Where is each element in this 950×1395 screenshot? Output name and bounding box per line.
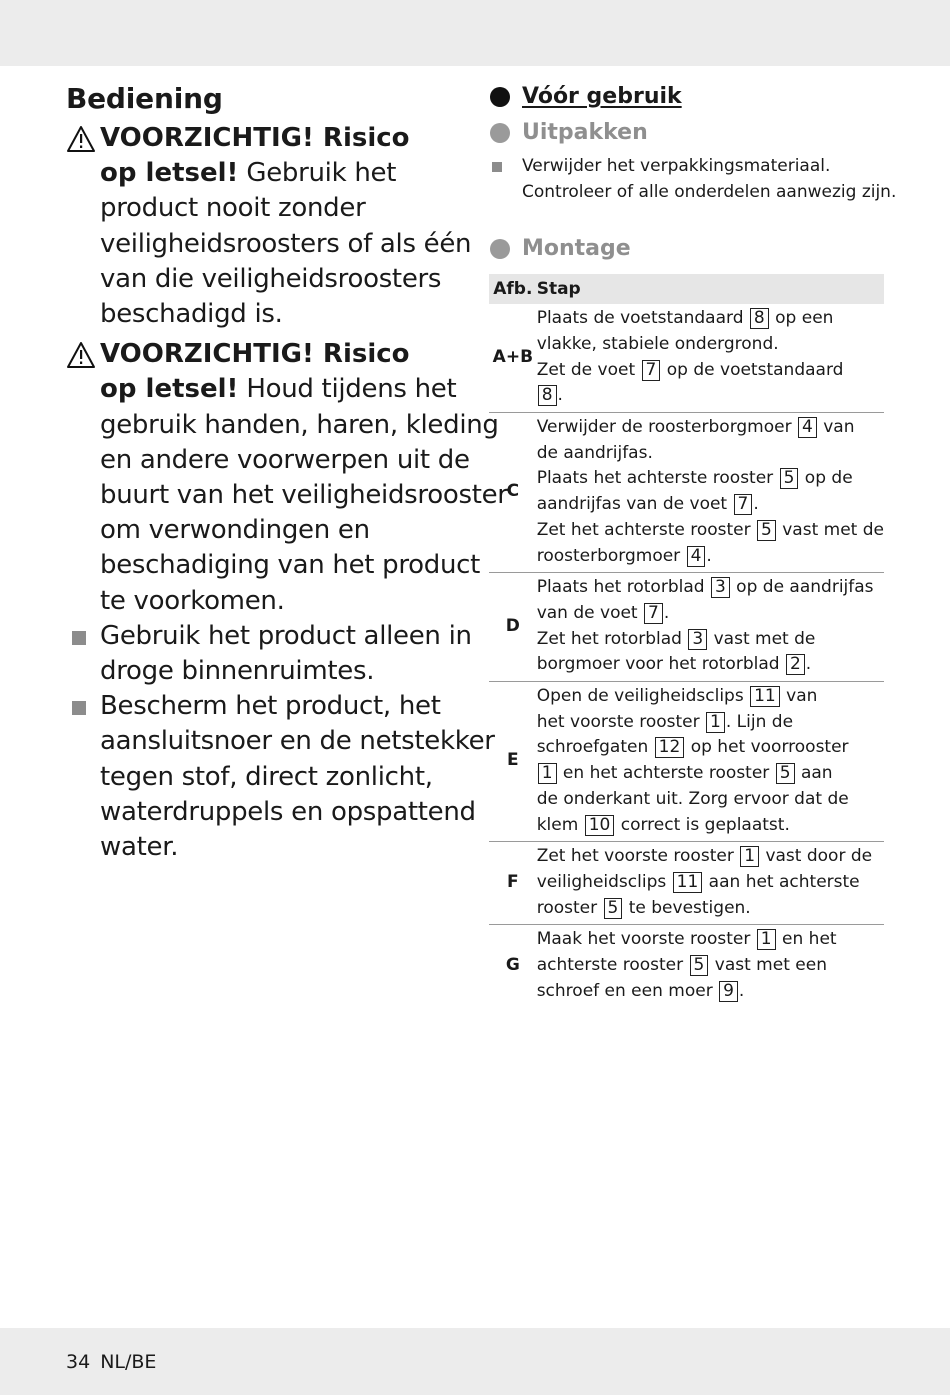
step-line <box>537 627 884 653</box>
warning-text: om verwondingen en <box>100 515 370 546</box>
part-number-box: 4 <box>687 546 706 567</box>
step-line <box>537 306 884 332</box>
warning-text: Gebruik het <box>238 158 397 189</box>
table-row <box>489 925 884 1008</box>
part-number-box: 4 <box>798 417 817 438</box>
part-number-box: 11 <box>673 872 703 893</box>
left-column <box>66 82 508 865</box>
step-text-cell <box>537 842 884 925</box>
step-text: aandrijfas van de voet <box>536 494 733 515</box>
locale-label: NL/BE <box>100 1351 157 1373</box>
part-number-box: 1 <box>740 846 759 867</box>
step-text: schroefgaten <box>536 737 654 758</box>
figure-ref-cell: D <box>489 573 537 682</box>
list-item <box>489 154 897 205</box>
step-text: Zet het achterste rooster <box>536 519 757 540</box>
warning-triangle-icon <box>66 341 96 369</box>
warning-text: te voorkomen. <box>100 585 285 616</box>
step-text: . <box>557 385 563 406</box>
step-text: veiligheidsclips <box>536 871 672 892</box>
step-text: . <box>738 980 745 1001</box>
warning-text: Houd tijdens het <box>238 374 457 405</box>
step-line <box>537 979 884 1005</box>
part-number-box: 8 <box>538 385 557 406</box>
part-number-box: 5 <box>776 763 795 784</box>
step-text-cell <box>537 413 884 573</box>
step-line <box>537 684 884 710</box>
step-text: vast met de <box>776 519 884 540</box>
step-text: Maak het voorste rooster <box>536 929 756 950</box>
step-line <box>537 575 884 601</box>
step-text: . <box>663 602 670 623</box>
step-text-cell <box>537 925 884 1008</box>
step-line <box>537 332 884 358</box>
part-number-box: 5 <box>757 520 776 541</box>
list-item-text: Gebruik het product alleen in <box>100 620 472 651</box>
step-line <box>537 927 884 953</box>
step-text: Zet het voorste rooster <box>536 846 740 867</box>
step-line <box>537 844 884 870</box>
step-text: op het voorrooster <box>685 737 849 758</box>
part-number-box: 1 <box>538 763 557 784</box>
filled-circle-icon <box>490 87 510 107</box>
step-text: borgmoer voor het rotorblad <box>536 654 785 675</box>
figure-ref-cell: F <box>489 842 537 925</box>
list-item-text: aansluitsnoer en de netstekker <box>100 726 495 757</box>
step-text: vast met de <box>708 628 816 649</box>
part-number-box: 2 <box>786 654 805 675</box>
step-text: achterste rooster <box>536 955 689 976</box>
warning-2 <box>66 337 508 619</box>
step-text: Plaats het achterste rooster <box>536 468 779 489</box>
table-row <box>489 573 884 682</box>
step-text: aan het achterste <box>703 871 860 892</box>
step-text: Open de veiligheidsclips <box>536 686 750 707</box>
table-row <box>489 304 884 412</box>
subsection-heading-uitpakken: Uitpakken <box>489 118 884 148</box>
warning-text: gebruik handen, haren, kleding <box>100 409 499 440</box>
step-text: en het <box>776 929 837 950</box>
list-item <box>66 689 495 865</box>
step-line <box>537 813 884 839</box>
step-text: Plaats het rotorblad <box>536 577 710 598</box>
part-number-box: 8 <box>750 308 769 329</box>
step-text: de onderkant uit. Zorg ervoor dat de <box>536 788 849 809</box>
page-footer <box>66 1351 156 1373</box>
section-heading-bediening: Bediening <box>66 82 223 115</box>
square-bullet-icon <box>72 631 86 645</box>
list-item-text: tegen stof, direct zonlicht, <box>100 761 433 792</box>
warning-text: en andere voorwerpen uit de <box>100 444 470 475</box>
table-row <box>489 413 884 573</box>
part-number-box: 7 <box>644 603 663 624</box>
step-text: op de <box>799 468 853 489</box>
column-header-stap: Stap <box>537 274 884 304</box>
table-row <box>489 842 884 925</box>
step-line <box>537 415 884 441</box>
part-number-box: 9 <box>719 981 738 1002</box>
step-text: Plaats de voetstandaard <box>536 308 749 329</box>
part-number-box: 1 <box>757 929 776 950</box>
warning-title: op letsel! <box>100 158 239 189</box>
warning-title: VOORZICHTIG! Risico <box>100 123 410 153</box>
step-text: . <box>805 654 812 675</box>
step-text: op de aandrijfas <box>730 577 874 598</box>
right-column <box>489 82 897 1007</box>
step-line <box>537 761 884 787</box>
list-item-text: droge binnenruimtes. <box>100 656 375 687</box>
step-line <box>537 441 884 467</box>
square-bullet-icon <box>72 701 86 715</box>
step-line <box>537 358 884 384</box>
list-item-text: Bescherm het product, het <box>100 691 441 722</box>
step-text: Zet de voet <box>536 359 641 380</box>
warning-title: VOORZICHTIG! Risico <box>100 339 410 370</box>
step-text: op een <box>769 308 834 329</box>
step-text: roosterborgmoer <box>536 545 686 566</box>
step-line <box>537 787 884 813</box>
figure-ref-cell: E <box>489 682 537 842</box>
step-line <box>537 544 884 570</box>
warning-text: beschadigd is. <box>100 299 283 330</box>
square-bullet-icon <box>492 162 502 172</box>
step-text-cell <box>537 682 884 842</box>
step-text: correct is geplaatst. <box>615 814 790 835</box>
figure-ref-cell: A+B <box>489 304 537 412</box>
warning-1 <box>66 121 472 332</box>
subsection-heading-montage: Montage <box>489 234 884 264</box>
list-item <box>66 619 472 689</box>
part-number-box: 7 <box>642 360 661 381</box>
step-text: en het achterste rooster <box>557 763 775 784</box>
step-text: . Lijn de <box>725 711 794 732</box>
step-line <box>537 383 884 409</box>
step-text: van de voet <box>536 602 644 623</box>
part-number-box: 3 <box>711 577 730 598</box>
top-band <box>0 0 950 66</box>
part-number-box: 5 <box>604 898 623 919</box>
part-number-box: 5 <box>780 468 799 489</box>
step-line <box>537 601 884 627</box>
warning-triangle-icon <box>66 125 96 153</box>
step-line <box>537 492 884 518</box>
part-number-box: 1 <box>706 712 725 733</box>
step-text: de aandrijfas. <box>536 442 653 463</box>
figure-ref-cell: C <box>489 413 537 573</box>
list-item-text: Controleer of alle onderdelen aanwezig zijn. <box>522 181 897 202</box>
step-text: op de voetstandaard <box>661 359 844 380</box>
part-number-box: 11 <box>750 686 780 707</box>
step-text: van <box>817 417 855 437</box>
step-text: te bevestigen. <box>623 897 751 918</box>
part-number-box: 10 <box>585 815 615 836</box>
step-line <box>537 652 884 678</box>
step-line <box>537 953 884 979</box>
step-text: van <box>780 686 818 707</box>
step-line <box>537 518 884 544</box>
section-heading-voor-gebruik: Vóór gebruik <box>489 82 884 112</box>
part-number-box: 12 <box>655 737 685 758</box>
page-number: 34 <box>66 1351 91 1373</box>
table-header-row <box>489 274 884 304</box>
warning-title: op letsel! <box>100 374 239 405</box>
step-text: het voorste rooster <box>536 711 706 732</box>
list-item-text: Verwijder het verpakkingsmateriaal. <box>522 156 831 176</box>
step-text: klem <box>536 814 584 835</box>
warning-text: veiligheidsroosters of als één <box>100 228 472 259</box>
part-number-box: 5 <box>690 955 709 976</box>
warning-text: buurt van het veiligheidsrooster <box>100 480 508 511</box>
warning-text: van die veiligheidsroosters <box>100 263 442 294</box>
gray-circle-icon <box>490 239 510 259</box>
warning-text: beschadiging van het product <box>100 550 481 581</box>
figure-ref-cell: G <box>505 955 520 976</box>
step-text: Zet het rotorblad <box>536 628 688 649</box>
step-text: rooster <box>536 897 603 918</box>
step-line <box>537 466 884 492</box>
step-line <box>537 710 884 736</box>
column-header-afb: Afb. <box>489 274 537 304</box>
part-number-box: 7 <box>734 494 753 515</box>
step-text: schroef en een moer <box>536 980 719 1001</box>
step-text: Verwijder de roosterborgmoer <box>536 417 797 437</box>
warning-text: product nooit zonder <box>100 193 366 224</box>
step-text: . <box>753 494 759 515</box>
step-line <box>537 870 884 896</box>
step-text: vlakke, stabiele ondergrond. <box>536 333 779 354</box>
step-text: vast met een <box>709 955 827 976</box>
part-number-box: 3 <box>688 629 707 650</box>
step-text-cell <box>537 573 884 682</box>
assembly-steps-table <box>489 274 884 1007</box>
table-row <box>489 682 884 842</box>
list-item-text: water. <box>100 832 179 863</box>
step-line <box>537 735 884 761</box>
step-text: aan <box>795 763 833 784</box>
step-text: . <box>706 545 712 566</box>
step-text-cell <box>537 304 884 412</box>
list-item-text: waterdruppels en opspattend <box>100 796 476 827</box>
step-text: vast door de <box>760 846 873 867</box>
step-line <box>537 896 884 922</box>
gray-circle-icon <box>490 123 510 143</box>
